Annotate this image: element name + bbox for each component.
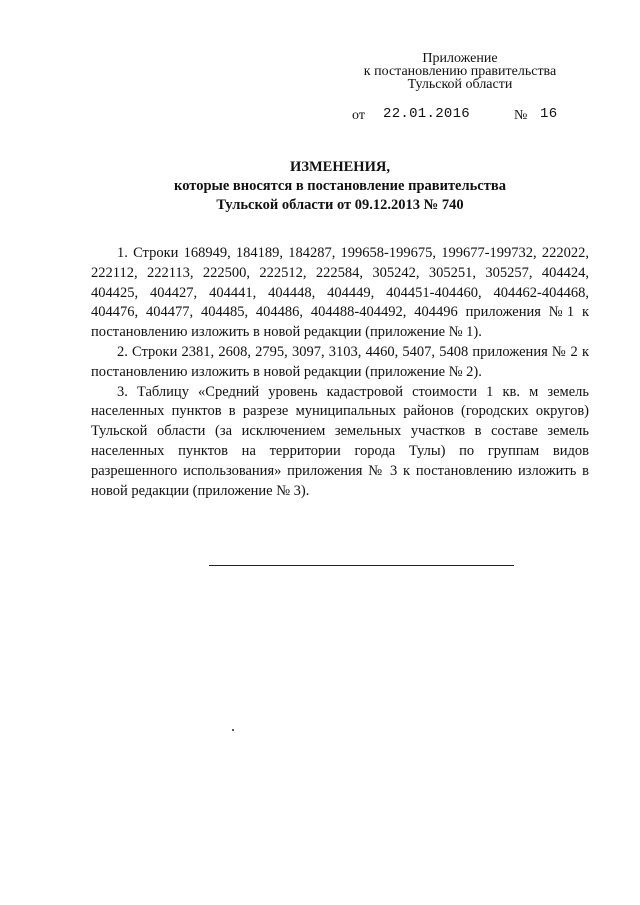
title-heading: ИЗМЕНЕНИЯ, — [290, 159, 390, 175]
document-title — [100, 158, 580, 215]
scan-speck — [232, 729, 234, 731]
title-subtitle-2: Тульской области от 09.12.2013 № 740 — [216, 197, 464, 213]
paragraph-2: 2. Строки 2381, 2608, 2795, 3097, 3103, 4460, 5407, 5408 приложения № 2 к постановлению изложить в новой редакции (приложение № 2). — [91, 343, 589, 380]
number-label: № — [514, 108, 528, 123]
appendix-line-3: Тульской области — [407, 77, 513, 92]
document-body — [91, 244, 589, 501]
resolution-number: 16 — [540, 106, 558, 122]
resolution-date: 22.01.2016 — [383, 106, 471, 122]
paragraph-1: 1. Строки 168949, 184189, 184287, 199658-199675, 199677-199732, 222022, 222112, 222113, 222500, 222512, 222584, 305242, 305251, 305257, 404424, 404425, 404427, 404441, 404448, 404449, 404451-404460, 404462-404468, 404476, 404477, 404485, 404486, 404488-404492, 404496 приложения №1 к постановлению изложить в новой редакции (приложение № 1). — [91, 245, 589, 341]
appendix-line-1: Приложение — [422, 51, 498, 66]
appendix-line-2: к постановлению правительства — [363, 64, 557, 79]
paragraph-3: 3. Таблицу «Средний уровень кадастровой стоимости 1 кв. м земель населенных пунктов в разрезе муниципальных районов (городских округов) Тульской области (за исключением земельных участков в составе земель населенных пунктов на территории города Тулы) по группам видов разрешенного использования» приложения № 3 к постановлению изложить в новой редакции (приложение № 3). — [91, 383, 589, 499]
from-label: от — [352, 108, 365, 123]
appendix-header — [340, 52, 580, 91]
end-rule — [209, 565, 514, 566]
title-subtitle-1: которые вносятся в постановление правительства — [174, 178, 506, 194]
